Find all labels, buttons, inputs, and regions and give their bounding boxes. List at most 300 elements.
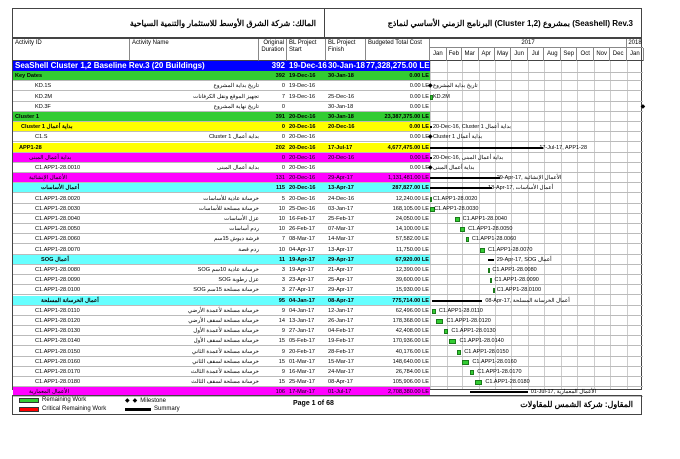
row-activity-id: C1.APP1-28.0070 xyxy=(35,246,81,253)
legend-milestone: ◆ ◆ Milestone xyxy=(125,397,166,404)
summary-bar[interactable] xyxy=(470,391,527,393)
row-finish: 26-Jan-17 xyxy=(328,318,354,324)
milestone-icon: ◆ xyxy=(428,134,433,141)
row-cost: 775,714.00 LE xyxy=(392,297,429,304)
schedule-row[interactable] xyxy=(13,357,643,367)
row-wbs-title: Cluster 1 بداية أعمال xyxy=(21,124,73,131)
row-start: 20-Feb-17 xyxy=(289,348,315,355)
schedule-row[interactable] xyxy=(13,265,643,275)
row-cost: 0.00 LE xyxy=(409,73,429,80)
schedule-row[interactable] xyxy=(13,367,643,377)
row-start: 08-Mar-17 xyxy=(289,236,315,243)
row-start: 20-Dec-16 xyxy=(289,144,316,151)
row-start: 20-Dec-16 xyxy=(289,195,316,202)
row-activity-name: SOG عزل رطوبة xyxy=(218,277,259,284)
activity-bar[interactable] xyxy=(470,370,474,375)
row-cost: 40,176.00 LE xyxy=(395,348,429,355)
row-start: 05-Feb-17 xyxy=(289,338,315,345)
row-activity-name: خرسانة مسلحة لأعمدة الأول xyxy=(193,328,259,335)
col-activity-name[interactable]: Activity Name xyxy=(130,39,259,61)
bar-label: C1.APP1-28.0130 xyxy=(451,328,496,335)
row-activity-name: تجهيز الموقع ونقل الكرفانات xyxy=(193,93,259,100)
row-duration: 0 xyxy=(281,124,285,131)
schedule-row[interactable] xyxy=(13,112,643,122)
activity-bar[interactable] xyxy=(490,278,492,283)
bar-label: C1.APP1-28.0180 xyxy=(485,379,530,386)
bar-label: 13-Apr-17, أعمال الأساسات xyxy=(488,185,554,192)
row-activity-name: تاريخ نهاية المشروع xyxy=(213,103,259,110)
row-duration: 392 xyxy=(275,73,285,80)
row-finish xyxy=(328,81,366,91)
row-duration: 392 xyxy=(271,61,285,70)
row-cost: 2,708,380.00 LE xyxy=(387,389,429,396)
row-activity-name: عزل الأساسات xyxy=(224,216,259,222)
row-cost: 67,920.00 LE xyxy=(395,256,429,263)
schedule-row[interactable] xyxy=(13,234,643,244)
row-cost: 0.00 LE xyxy=(409,154,429,161)
schedule-row[interactable] xyxy=(13,92,643,102)
schedule-row[interactable] xyxy=(13,214,643,224)
schedule-row[interactable] xyxy=(13,143,643,153)
milestone-icon: ◆ xyxy=(428,83,433,90)
row-activity-id: C1.APP1-28.0120 xyxy=(35,318,81,324)
schedule-table xyxy=(12,38,646,396)
row-finish: 17-Jul-17 xyxy=(328,144,353,151)
bar-label: C1.APP1-28.0090 xyxy=(494,277,539,284)
row-start: 16-Feb-17 xyxy=(289,216,315,222)
schedule-row[interactable] xyxy=(13,224,643,234)
milestone-icon: ◆ xyxy=(428,165,433,171)
row-duration: 15 xyxy=(278,358,285,365)
activity-bar[interactable] xyxy=(480,248,485,253)
row-activity-id: C1.APP1-28.0080 xyxy=(35,267,81,273)
row-cost: 105,906.00 LE xyxy=(392,379,429,386)
contractor-title: المقاول: شركة الشمس للمقاولات xyxy=(520,400,633,409)
bar-label: تاريخ بداية المشروع xyxy=(433,83,478,90)
row-duration: 391 xyxy=(275,114,285,120)
bar-label: 29-Apr-17, SOG أعمال xyxy=(496,256,552,263)
row-duration: 0 xyxy=(281,154,285,161)
row-activity-id: C1.APP1-28.0140 xyxy=(35,338,81,345)
schedule-row[interactable] xyxy=(13,132,643,142)
schedule-row[interactable] xyxy=(13,102,646,112)
month-jun: Jun xyxy=(511,48,527,61)
milestone-icon: ◆ xyxy=(640,103,646,110)
row-wbs-title: أعمال الأساسات xyxy=(41,185,80,192)
year-2017: 2017 xyxy=(430,39,627,48)
row-finish: 08-Apr-17 xyxy=(328,379,353,386)
activity-bar[interactable] xyxy=(432,309,436,314)
schedule-row[interactable] xyxy=(13,306,643,316)
month-apr: Apr xyxy=(479,48,495,61)
activity-bar[interactable] xyxy=(455,217,460,222)
col-activity-id[interactable]: Activity ID xyxy=(13,39,130,61)
schedule-row[interactable] xyxy=(13,285,643,295)
row-finish: 30-Jan-18 xyxy=(328,114,354,120)
schedule-row[interactable] xyxy=(13,245,643,255)
row-activity-id: Cluster 1 xyxy=(15,114,39,120)
activity-bar[interactable] xyxy=(430,197,432,202)
row-start: 20-Dec-16 xyxy=(289,165,316,171)
row-cost: 0.00 LE xyxy=(409,93,429,100)
row-duration: 106 xyxy=(275,389,285,396)
summary-bar[interactable] xyxy=(430,187,492,189)
bar-label: 08-Apr-17, أعمال الخرسانة المسلحة xyxy=(485,297,570,304)
activity-bar[interactable] xyxy=(488,268,490,273)
row-activity-id: C1.APP1-28.0110 xyxy=(35,307,80,314)
col-bl-finish[interactable]: BL Project Finish xyxy=(326,39,366,61)
row-activity-name: فرشة دبوش 15سم xyxy=(214,236,259,243)
row-finish: 03-Jan-17 xyxy=(328,205,354,212)
row-cost: 0.00 LE xyxy=(409,103,429,110)
row-finish: 19-Feb-17 xyxy=(328,338,354,345)
month-may: May xyxy=(495,48,512,61)
row-activity-id: C1.APP1-28.0180 xyxy=(35,379,81,386)
bar-label: 17-Jul-17, APP1-28 xyxy=(539,144,588,151)
row-activity-name: خرسانة مسلحة لأعمدة الثاني xyxy=(191,348,259,355)
row-cost: 12,240.00 LE xyxy=(395,195,429,202)
row-project-title: SeaShell Cluster 1,2 Baseline Rev.3 (20 Buildings) xyxy=(15,61,205,70)
activity-bar[interactable] xyxy=(460,227,465,232)
row-activity-name xyxy=(132,71,259,81)
row-start: 20-Dec-16 xyxy=(289,124,316,131)
row-activity-id: C1.APP1-28.0060 xyxy=(35,236,81,243)
row-activity-id: C1.APP1-28.0100 xyxy=(35,287,81,294)
activity-bar[interactable] xyxy=(444,329,448,334)
row-activity-name: Cluster 1 بداية أعمال xyxy=(209,134,259,141)
row-finish: 21-Apr-17 xyxy=(328,267,353,273)
row-cost: 62,496.00 LE xyxy=(395,307,429,314)
row-start: 20-Dec-16 xyxy=(289,175,316,182)
schedule-row[interactable] xyxy=(13,173,643,183)
schedule-row[interactable] xyxy=(13,122,643,132)
row-activity-name: تاريخ بداية المشروع xyxy=(213,83,259,90)
row-start: 20-Dec-16 xyxy=(289,134,316,141)
row-duration: 15 xyxy=(278,338,285,345)
summary-bar[interactable] xyxy=(488,259,493,261)
schedule-row[interactable] xyxy=(13,377,643,387)
row-cost: 0.00 LE xyxy=(409,83,429,90)
row-duration: 10 xyxy=(278,216,285,222)
row-duration: 14 xyxy=(278,318,285,324)
row-duration: 202 xyxy=(275,144,285,151)
col-bl-start[interactable]: BL Project Start xyxy=(287,39,326,61)
year-2018: 2018 xyxy=(628,40,642,46)
row-finish: 30-Jan-18 xyxy=(328,103,354,110)
row-activity-id: C1.APP1-28.0020 xyxy=(35,195,81,202)
row-duration: 0 xyxy=(281,134,285,141)
row-activity-name: خرسانة عادية للأساسات xyxy=(203,195,259,202)
bar-label: Cluster 1 بداية أعمال xyxy=(433,134,483,141)
row-activity-name: خرسانة مسلحة لأعمدة الثالث xyxy=(190,369,259,375)
row-start: 04-Jan-17 xyxy=(289,307,315,314)
bar-label: C1.APP1-28.0050 xyxy=(468,226,513,233)
row-duration: 9 xyxy=(281,369,285,375)
bar-label: C1.APP1-28.0160 xyxy=(472,358,517,365)
row-finish: 14-Mar-17 xyxy=(328,236,354,243)
row-activity-id: KD.2M xyxy=(35,93,53,100)
row-start: 19-Apr-17 xyxy=(289,267,314,273)
row-wbs-title: بداية أعمال المبنى xyxy=(29,154,72,161)
row-duration: 0 xyxy=(281,83,285,90)
row-finish: 29-Apr-17 xyxy=(328,287,353,294)
row-activity-id: C1.APP1-28.0090 xyxy=(35,277,81,284)
activity-bar[interactable] xyxy=(462,360,470,365)
summary-bar[interactable] xyxy=(430,126,432,128)
row-finish: 01-Jul-17 xyxy=(328,389,352,396)
row-activity-id: Key Dates xyxy=(15,73,43,80)
row-start: 27-Apr-17 xyxy=(289,287,314,294)
row-cost: 0.00 LE xyxy=(409,124,429,131)
row-cost: 23,387,375.00 LE xyxy=(384,114,429,120)
row-start: 26-Feb-17 xyxy=(289,226,315,233)
gantt-timescale xyxy=(430,39,643,61)
row-finish: 28-Feb-17 xyxy=(328,348,354,355)
schedule-row[interactable] xyxy=(13,183,643,193)
row-cost: 0.00 LE xyxy=(409,134,429,141)
schedule-row[interactable] xyxy=(13,326,643,336)
row-duration: 0 xyxy=(281,165,285,171)
row-finish: 13-Apr-17 xyxy=(328,246,353,253)
activity-bar[interactable] xyxy=(457,350,461,355)
row-activity-name: خرسانة مسلحة لأعمدة الأرضي xyxy=(187,307,259,314)
month-feb: Feb xyxy=(447,48,462,61)
summary-bar[interactable] xyxy=(430,177,500,179)
remaining-swatch xyxy=(19,398,39,403)
row-activity-name: بداية أعمال المبنى xyxy=(216,165,259,171)
row-start xyxy=(289,102,326,112)
row-cost: 39,600.00 LE xyxy=(395,277,429,284)
row-wbs-title: أعمال الخرسانة المسلحة xyxy=(41,297,99,304)
activity-bar[interactable] xyxy=(493,288,495,293)
month-sep: Sep xyxy=(561,48,577,61)
row-start: 25-Dec-16 xyxy=(289,205,316,212)
bar-label: بداية أعمال المبنى xyxy=(433,165,475,171)
activity-bar[interactable] xyxy=(466,237,469,242)
owner-title: المالك: شركة الشرق الأوسط للاستثمار والتنمية السياحية xyxy=(13,9,325,37)
row-activity-name: خرسانة مسلحة للأساسات xyxy=(198,205,259,212)
row-duration: 95 xyxy=(278,297,285,304)
row-start: 23-Apr-17 xyxy=(289,277,314,284)
milestone-icon: ◆ xyxy=(125,398,130,404)
row-start: 20-Dec-16 xyxy=(289,154,316,161)
row-start: 19-Dec-16 xyxy=(289,73,316,80)
row-finish: 07-Mar-17 xyxy=(328,226,354,233)
schedule-row[interactable] xyxy=(13,163,643,173)
row-cost: 24,050.00 LE xyxy=(395,216,429,222)
row-duration: 3 xyxy=(281,277,285,284)
row-cost: 0.00 LE xyxy=(409,165,429,171)
month-jan: Jan xyxy=(430,48,447,61)
row-duration: 9 xyxy=(281,348,285,355)
row-finish: 30-Jan-18 xyxy=(328,73,354,80)
row-cost: 4,677,475.00 LE xyxy=(387,144,429,151)
col-budgeted-cost[interactable]: Budgeted Total Cost xyxy=(366,39,430,61)
row-duration: 7 xyxy=(281,236,285,243)
schedule-row[interactable] xyxy=(13,255,643,265)
row-finish: 08-Apr-17 xyxy=(328,297,354,304)
row-finish: 12-Jan-17 xyxy=(328,307,354,314)
row-finish: 29-Apr-17 xyxy=(328,256,354,263)
row-finish: 24-Dec-16 xyxy=(328,195,355,202)
row-start: 04-Apr-17 xyxy=(289,246,314,253)
row-activity-id: C1.APP1-28.0130 xyxy=(35,328,81,335)
month-jul: Jul xyxy=(528,48,545,61)
activity-bar[interactable] xyxy=(449,339,457,344)
row-finish: 25-Dec-16 xyxy=(328,93,355,100)
bar-label: C1.APP1-28.0140 xyxy=(459,338,504,345)
schedule-row[interactable] xyxy=(13,296,643,306)
row-start: 13-Jan-17 xyxy=(289,318,315,324)
project-title: البرنامج الزمني الأساسي لنماذج (Cluster 1,2) بمشروع (Seashell) Rev.3 xyxy=(387,18,633,28)
row-duration: 3 xyxy=(281,267,285,273)
row-activity-id: C1.APP1-28.0030 xyxy=(35,205,81,212)
row-duration: 115 xyxy=(275,185,285,192)
row-wbs-title: الأعمال الإنشائية xyxy=(29,175,67,182)
summary-bar[interactable] xyxy=(430,147,543,149)
row-finish: 15-Mar-17 xyxy=(328,358,354,365)
row-cost: 287,827.00 LE xyxy=(392,185,429,192)
bar-label: KD.2M xyxy=(433,93,450,100)
legend-remaining: Remaining Work xyxy=(19,397,86,403)
row-activity-id: C1.APP1-28.0160 xyxy=(35,358,81,365)
row-activity-name: خرسانة مسلحة لسقف الثاني xyxy=(192,358,259,365)
bar-label: C1.APP1-28.0080 xyxy=(492,267,537,273)
row-activity-id: KD.1S xyxy=(35,83,52,90)
row-activity-id: C1.APP1-28.0150 xyxy=(35,348,81,355)
summary-icon xyxy=(125,408,151,411)
row-start: 16-Mar-17 xyxy=(289,369,315,375)
row-finish: 20-Dec-16 xyxy=(328,124,355,131)
summary-bar[interactable] xyxy=(430,157,432,159)
row-duration: 11 xyxy=(279,256,285,263)
bar-label: C1.APP1-28.0120 xyxy=(446,318,491,324)
row-duration: 9 xyxy=(281,307,285,314)
bar-label: C1.APP1-28.0060 xyxy=(471,236,517,243)
year-row xyxy=(430,39,643,48)
row-start: 04-Jan-17 xyxy=(289,297,315,304)
row-cost: 77,328,275.00 LE xyxy=(366,61,430,70)
row-finish: 24-Mar-17 xyxy=(328,369,354,375)
row-activity-name: خرسانة مسلحة لسقف الثالث xyxy=(191,379,259,386)
schedule-row[interactable] xyxy=(13,275,643,285)
row-activity-name: SOG خرسانة عادية 10سم xyxy=(197,267,259,273)
row-start: 25-Mar-17 xyxy=(289,379,315,386)
row-duration: 0 xyxy=(281,103,285,110)
schedule-row[interactable] xyxy=(13,81,643,91)
row-start: 19-Dec-16 xyxy=(289,61,327,70)
legend-summary: Summary xyxy=(125,406,180,412)
bar-label: C1.APP1-28.0100 xyxy=(496,287,542,294)
row-finish: 04-Feb-17 xyxy=(328,328,354,335)
row-duration: 5 xyxy=(281,195,285,202)
month-mar: Mar xyxy=(462,48,479,61)
row-cost: 42,408.00 LE xyxy=(395,328,429,335)
bar-label: 29-Apr-17, الأعمال الإنشائية xyxy=(496,175,562,182)
row-finish xyxy=(328,163,366,173)
bar-label: C1.APP1-28.0110 xyxy=(438,307,483,314)
activity-bar[interactable] xyxy=(436,319,443,324)
row-start: 20-Dec-16 xyxy=(289,114,316,120)
row-activity-id: C1.S xyxy=(35,134,48,141)
row-duration: 9 xyxy=(281,328,285,335)
row-duration: 15 xyxy=(278,379,285,386)
row-start: 20-Dec-16 xyxy=(289,185,316,192)
row-activity-id: C1.APP1-28.0010 xyxy=(35,165,81,171)
critical-swatch xyxy=(19,407,39,412)
schedule-row[interactable] xyxy=(13,204,643,214)
page-number: Page 1 of 68 xyxy=(293,400,334,407)
row-cost: 12,390.00 LE xyxy=(395,267,429,273)
row-duration: 10 xyxy=(278,226,285,233)
row-activity-name: SOG خرسانة مسلحة 15سم xyxy=(193,287,259,294)
row-activity-name: ردم قصة xyxy=(238,246,259,253)
schedule-row[interactable] xyxy=(13,153,643,163)
row-start: 19-Dec-16 xyxy=(289,93,316,100)
schedule-row[interactable] xyxy=(13,336,643,346)
row-cost: 57,582.00 LE xyxy=(395,236,429,243)
row-activity-name xyxy=(132,112,259,122)
row-wbs-title: الأعمال المعمارية xyxy=(29,389,70,396)
row-duration: 3 xyxy=(281,287,285,294)
row-finish: 25-Apr-17 xyxy=(328,277,353,284)
row-finish: 20-Dec-16 xyxy=(328,154,355,161)
month-jan: Jan xyxy=(627,48,644,61)
legend-footer xyxy=(12,395,642,415)
row-start: 27-Jan-17 xyxy=(289,328,315,335)
schedule-row[interactable] xyxy=(13,316,643,326)
legend-critical: Critical Remaining Work xyxy=(19,406,106,412)
summary-bar[interactable] xyxy=(432,300,483,302)
row-duration: 10 xyxy=(278,246,285,253)
month-aug: Aug xyxy=(544,48,561,61)
row-cost: 14,100.00 LE xyxy=(395,226,429,233)
row-finish: 29-Apr-17 xyxy=(328,175,353,182)
bar-label: 20-Dec-16, بداية أعمال المبنى xyxy=(433,154,504,161)
row-cost: 170,936.00 LE xyxy=(392,338,429,345)
row-finish: 13-Apr-17 xyxy=(328,185,354,192)
bar-label: C1.APP1-28.0030 xyxy=(434,205,479,212)
month-dec: Dec xyxy=(610,48,627,61)
row-finish xyxy=(328,132,366,142)
row-duration: 7 xyxy=(281,93,285,100)
bar-label: C1.APP1-28.0150 xyxy=(464,348,509,355)
row-finish: 30-Jan-18 xyxy=(328,61,365,70)
row-duration: 131 xyxy=(275,175,285,182)
row-activity-id: APP1-28 xyxy=(19,144,42,151)
row-duration: 10 xyxy=(278,205,285,212)
row-wbs-title: SOG أعمال xyxy=(41,256,69,263)
schedule-row[interactable] xyxy=(13,194,643,204)
bar-label: 01-Jul-17, الأعمال المعمارية xyxy=(530,389,597,396)
row-start: 19-Dec-16 xyxy=(289,83,316,90)
month-nov: Nov xyxy=(594,48,610,61)
bar-label: C1.APP1-28.0170 xyxy=(477,369,522,375)
row-activity-id: C1.APP1-28.0050 xyxy=(35,226,81,233)
bar-label: C1.APP1-28.0020 xyxy=(433,195,478,202)
col-original-duration[interactable]: Original Duration xyxy=(259,39,287,61)
schedule-row[interactable] xyxy=(13,347,643,357)
row-cost: 148,640.00 LE xyxy=(392,358,429,365)
schedule-row[interactable] xyxy=(13,71,643,81)
row-start: 17-Mar-17 xyxy=(289,389,315,396)
row-activity-id: C1.APP1-28.0170 xyxy=(35,369,81,375)
row-activity-name: ردم أساسات xyxy=(229,226,259,233)
activity-bar[interactable] xyxy=(475,380,483,385)
report-header xyxy=(12,8,642,38)
bar-label: C1.APP1-28.0070 xyxy=(488,246,533,253)
row-cost: 26,784.00 LE xyxy=(395,369,429,375)
